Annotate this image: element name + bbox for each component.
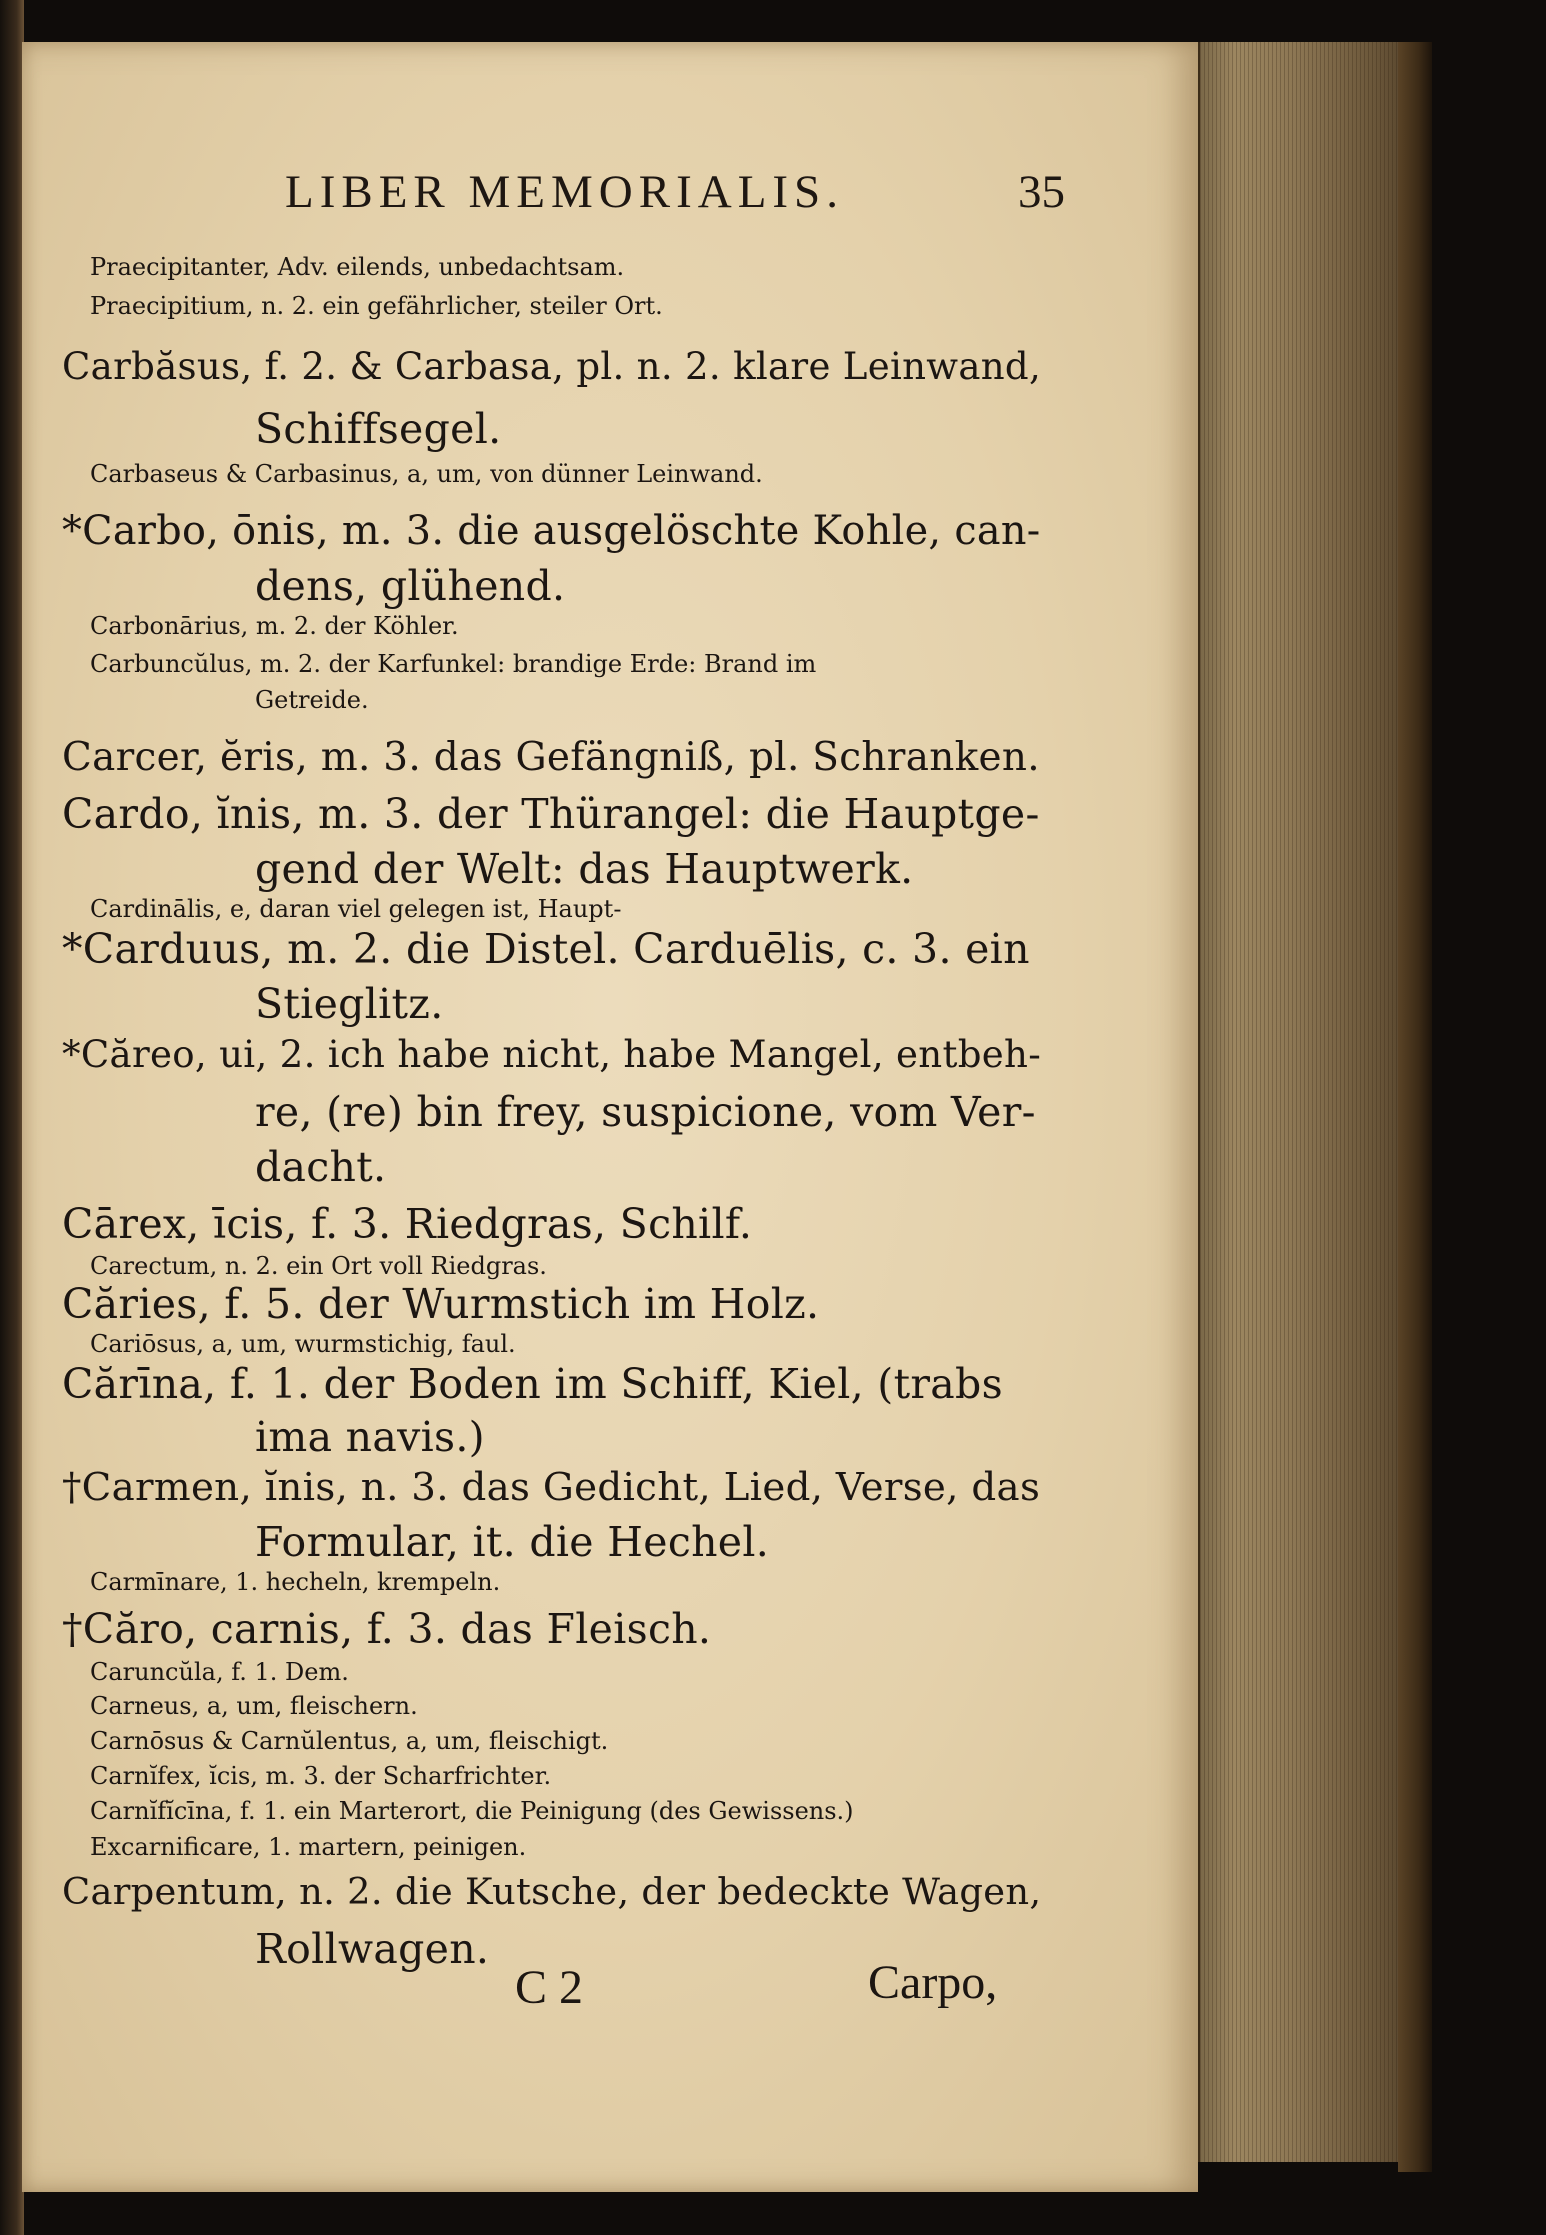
entry-line: Carbăsus, f. 2. & Carbasa, pl. n. 2. klare Leinwand,: [62, 345, 1042, 388]
entry-line: Praecipitanter, Adv. eilends, unbedachtsam.: [90, 253, 625, 281]
entry-line: Carpentum, n. 2. die Kutsche, der bedeckte Wagen,: [62, 1870, 1042, 1913]
entry-line: †Căro, carnis, f. 3. das Fleisch.: [62, 1605, 712, 1653]
entry-line: Cārex, īcis, f. 3. Riedgras, Schilf.: [62, 1200, 753, 1248]
entry-line: Stieglitz.: [255, 980, 444, 1028]
page-number: 35: [1018, 166, 1065, 218]
entry-line: Carnĭfex, ĭcis, m. 3. der Scharfrichter.: [90, 1762, 552, 1790]
entry-line: Carmīnare, 1. hecheln, krempeln.: [90, 1568, 501, 1596]
running-title: LIBER MEMORIALIS.: [285, 166, 844, 218]
entry-line: Carnōsus & Carnŭlentus, a, um, fleischigt.: [90, 1727, 609, 1755]
entry-line: *Carduus, m. 2. die Distel. Carduēlis, c. 3. ein: [62, 925, 1030, 973]
entry-line: Cariōsus, a, um, wurmstichig, faul.: [90, 1330, 516, 1358]
entry-line: ima navis.): [255, 1413, 485, 1461]
entry-line: Cardo, ĭnis, m. 3. der Thürangel: die Hauptge-: [62, 790, 1040, 838]
entry-line: Caruncŭla, f. 1. Dem.: [90, 1658, 349, 1686]
entry-line: Rollwagen.: [255, 1925, 490, 1973]
entry-line: *Carbo, ōnis, m. 3. die ausgelöschte Kohle, can-: [62, 508, 1041, 554]
entry-line: Carcer, ĕris, m. 3. das Gefängniß, pl. Schranken.: [62, 735, 1040, 780]
entry-line: Carbaseus & Carbasinus, a, um, von dünner Leinwand.: [90, 460, 763, 488]
entry-line: re, (re) bin frey, suspicione, vom Ver-: [255, 1088, 1036, 1136]
entry-line: Carneus, a, um, fleischern.: [90, 1692, 418, 1720]
entry-line: Carnĭfĭcīna, f. 1. ein Marterort, die Peinigung (des Gewissens.): [90, 1797, 854, 1825]
entry-line: Praecipitium, n. 2. ein gefährlicher, steiler Ort.: [90, 292, 663, 320]
entry-line: †Carmen, ĭnis, n. 3. das Gedicht, Lied, Verse, das: [62, 1465, 1041, 1510]
entry-line: dens, glühend.: [255, 562, 566, 610]
entry-line: Căries, f. 5. der Wurmstich im Holz.: [62, 1280, 820, 1328]
entry-line: Carbonārius, m. 2. der Köhler.: [90, 612, 459, 640]
entry-line: Cărīna, f. 1. der Boden im Schiff, Kiel, (trabs: [62, 1360, 1003, 1408]
entry-line: Cardinālis, e, daran viel gelegen ist, Haupt-: [90, 895, 622, 923]
entry-line: Excarnificare, 1. martern, peinigen.: [90, 1833, 527, 1861]
entry-line: *Căreo, ui, 2. ich habe nicht, habe Mangel, entbeh-: [62, 1033, 1042, 1076]
entry-line: Carectum, n. 2. ein Ort voll Riedgras.: [90, 1252, 547, 1280]
entry-line: Formular, it. die Hechel.: [255, 1518, 770, 1566]
entry-line: Schiffsegel.: [255, 405, 502, 453]
entry-line: dacht.: [255, 1143, 387, 1191]
entry-line: Carbuncŭlus, m. 2. der Karfunkel: brandige Erde: Brand im: [90, 650, 817, 678]
signature-mark: C 2: [515, 1961, 584, 2014]
entry-line: Getreide.: [255, 686, 369, 714]
entry-line: gend der Welt: das Hauptwerk.: [255, 845, 914, 893]
catchword: Carpo,: [868, 1956, 998, 2009]
